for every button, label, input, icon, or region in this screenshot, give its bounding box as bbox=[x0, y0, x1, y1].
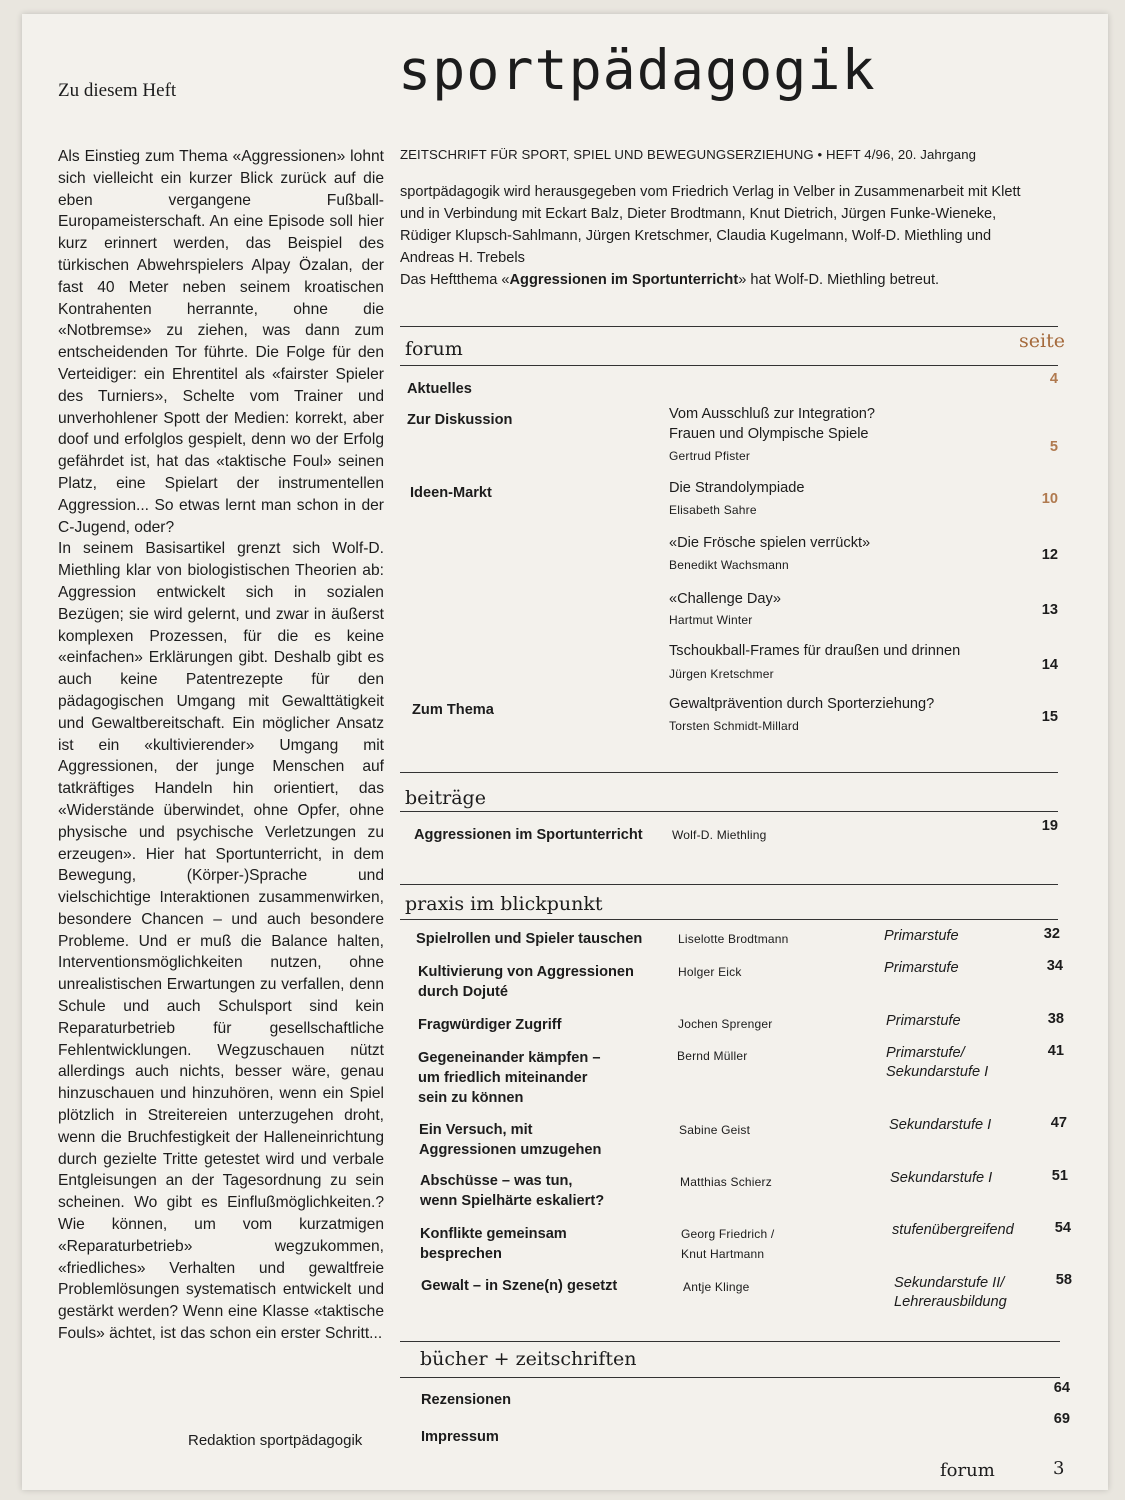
section-rule bbox=[400, 365, 1058, 366]
toc-page: 4 bbox=[1049, 371, 1058, 387]
toc-title[interactable]: sein zu können bbox=[418, 1090, 524, 1106]
toc-page: 13 bbox=[1041, 602, 1058, 618]
toc-level: stufenübergreifend bbox=[892, 1222, 1014, 1238]
section-title-praxis: praxis im blickpunkt bbox=[405, 893, 603, 915]
toc-page: 15 bbox=[1041, 709, 1058, 725]
toc-page: 47 bbox=[1050, 1115, 1067, 1131]
toc-page: 19 bbox=[1041, 818, 1058, 834]
section-rule bbox=[400, 772, 1058, 773]
magazine-subtitle: ZEITSCHRIFT FÜR SPORT, SPIEL UND BEWEGUNGSERZIEHUNG • HEFT 4/96, 20. Jahrgang bbox=[400, 147, 977, 162]
toc-page: 69 bbox=[1053, 1411, 1070, 1427]
toc-level: Sekundarstufe I bbox=[889, 1117, 992, 1133]
magazine-title: sportpädagogik bbox=[398, 38, 876, 102]
section-rule bbox=[400, 326, 1058, 327]
toc-author: Elisabeth Sahre bbox=[669, 503, 757, 517]
toc-title[interactable]: Fragwürdiger Zugriff bbox=[418, 1017, 562, 1033]
toc-page: 51 bbox=[1051, 1168, 1068, 1184]
toc-author: Gertrud Pfister bbox=[669, 449, 751, 463]
toc-page: 10 bbox=[1041, 491, 1058, 507]
toc-title[interactable]: Frauen und Olympische Spiele bbox=[669, 426, 869, 442]
editorial-signature: Redaktion sportpädagogik bbox=[188, 1432, 363, 1449]
toc-page: 14 bbox=[1041, 657, 1058, 673]
toc-level: Primarstufe/ bbox=[886, 1045, 965, 1061]
toc-title[interactable]: Ein Versuch, mit bbox=[419, 1122, 533, 1138]
toc-title[interactable]: Spielrollen und Spieler tauschen bbox=[416, 931, 643, 947]
toc-author: Jochen Sprenger bbox=[678, 1017, 773, 1031]
toc-author: Holger Eick bbox=[678, 965, 742, 979]
theme-note bbox=[400, 272, 1040, 288]
theme-suffix: » hat Wolf-D. Miethling betreut. bbox=[738, 272, 940, 288]
toc-title[interactable]: Aggressionen umzugehen bbox=[419, 1142, 602, 1158]
toc-author: Georg Friedrich / bbox=[681, 1227, 775, 1241]
toc-author: Hartmut Winter bbox=[669, 613, 753, 627]
toc-author: Torsten Schmidt-Millard bbox=[669, 719, 799, 733]
theme-title: Aggressionen im Sportunterricht bbox=[509, 272, 739, 288]
toc-title[interactable]: Konflikte gemeinsam bbox=[420, 1226, 567, 1242]
toc-page: 41 bbox=[1047, 1043, 1064, 1059]
editorial-heading: Zu diesem Heft bbox=[58, 80, 177, 101]
toc-title[interactable]: Aggressionen im Sportunterricht bbox=[414, 827, 643, 843]
editorial-paragraph-1: Als Einstieg zum Thema «Aggressionen» lohnt sich vielleicht ein kurzer Blick zurück auf die eben vergangene Fußball-Europameisterschaft. An eine Episode soll hier kurz erinnert werden, das Beispiel des türkischen Abwehrspielers Alpay Özalan, der fast 40 Meter neben seinem kroatischen Kontrahenten herrannte, ohne die «Notbremse» zu ziehen, was dann zum entscheidenden Tor führte. Die Folge für den Verteidiger: ein Ehrentitel als «fairster Spieler des Turniers», Schelte vom Trainer und unverhohlener Spott der Medien: korrekt, aber doof und erfolglos gespielt, denn wo der Erfolg gefährdet ist, hat das «taktische Foul» seinen Platz, eine Spielart der instrumentellen Aggression... So etwas lernt man schon in der C-Jugend, oder? bbox=[58, 148, 384, 536]
publisher-note: sportpädagogik wird herausgegeben vom Friedrich Verlag in Velber in Zusammenarbeit mit Klett und in Verbindung mit Eckart Balz, Dieter Brodtmann, Knut Dietrich, Jürgen Funke-Wieneke, Rüdiger Klupsch-Sahlmann, Jürgen Kretschmer, Claudia Kugelmann, Wolf-D. Miethling und Andreas H. Trebels bbox=[400, 184, 1021, 266]
toc-page: 5 bbox=[1049, 439, 1058, 455]
toc-label-impressum[interactable]: Impressum bbox=[421, 1429, 499, 1445]
toc-label-thema[interactable]: Zum Thema bbox=[412, 702, 494, 718]
footer-section: forum bbox=[940, 1460, 995, 1481]
toc-author: Liselotte Brodtmann bbox=[678, 932, 789, 946]
section-rule bbox=[400, 1377, 1060, 1378]
editorial-text bbox=[58, 146, 384, 1345]
toc-author: Sabine Geist bbox=[679, 1123, 751, 1137]
toc-page: 58 bbox=[1055, 1272, 1072, 1288]
toc-author: Jürgen Kretschmer bbox=[669, 667, 774, 681]
toc-title[interactable]: durch Dojuté bbox=[418, 984, 508, 1000]
section-title-beitraege: beiträge bbox=[405, 787, 486, 809]
toc-title[interactable]: Vom Ausschluß zur Integration? bbox=[669, 406, 876, 422]
editorial-paragraph-2: In seinem Basisartikel grenzt sich Wolf-D. Miethling klar von biologistischen Theorien ab: Aggression entwickelt sich in sozialen Bezügen; sie wird gelernt, und zwar in äußerst komplexen Prozessen, für die es keine «einfachen» Erklärungen gibt. Deshalb gibt es auch keine Patentrezepte für den pädagogischen Umgang mit Gewalttätigkeit und Gewaltbereitschaft. Ein möglicher Ansatz ist ein «kultivierender» Umgang mit Aggressionen, der junge Menschen auf tatkräftiges Handeln hin orientiert, das «Widerstände überwindet, ohne Opfer, ohne physische und psychische Verletzungen zu erzeugen». Hier hat Sportunterricht, in dem Bewegung, (Körper-)Sprache und vielschichtige Interaktionen zusammenwirken, besondere Chancen – und auch besondere Probleme. Und er muß die Balance halten, Interventionsmöglichkeiten nutzen, ohne unrealistischen Erwartungen zu verfallen, denn Schule und auch Schulsport sind kein Reparaturbetrieb für gesellschaftliche Fehlentwicklungen. Wegzuschauen nützt allerdings auch nichts, besser wäre, genau hinzuschauen und hinzuhören, wenn ein Spiel plötzlich in Streitereien unterzugehen droht, wenn die Bruchfestigkeit der Halleneinrichtung durch gezielte Tritte getestet wird und verbale Entgleisungen an der Tagesordnung zu sein scheinen. Wo gibt es Einflußmöglichkeiten.? Wie können, um vom kurzatmigen «Reparaturbetrieb» wegzukommen, «friedliches» Verhalten und gewaltfreie Problemlösungen systematisch entwickelt und gestärkt werden? Wenn eine Klasse «taktische Fouls» ächtet, ist das schon ein erster Schritt... bbox=[58, 540, 384, 1343]
toc-page: 64 bbox=[1053, 1380, 1070, 1396]
toc-label-diskussion[interactable]: Zur Diskussion bbox=[407, 412, 513, 428]
toc-level: Lehrerausbildung bbox=[894, 1294, 1007, 1310]
section-rule bbox=[400, 811, 1058, 812]
toc-page: 32 bbox=[1043, 926, 1060, 942]
toc-author: Wolf-D. Miethling bbox=[672, 828, 767, 842]
toc-author: Benedikt Wachsmann bbox=[669, 558, 789, 572]
toc-level: Sekundarstufe II/ bbox=[894, 1275, 1005, 1291]
toc-title[interactable]: Gegeneinander kämpfen – bbox=[418, 1050, 601, 1066]
toc-level: Primarstufe bbox=[884, 960, 959, 976]
toc-label-ideen[interactable]: Ideen-Markt bbox=[410, 485, 492, 501]
footer-page-number: 3 bbox=[1053, 1458, 1065, 1479]
toc-title[interactable]: besprechen bbox=[420, 1246, 502, 1262]
toc-title[interactable]: um friedlich miteinander bbox=[418, 1070, 588, 1086]
toc-author: Antje Klinge bbox=[683, 1280, 750, 1294]
toc-title[interactable]: «Die Frösche spielen verrückt» bbox=[669, 535, 871, 551]
toc-title[interactable]: Gewalt – in Szene(n) gesetzt bbox=[421, 1278, 618, 1294]
toc-title[interactable]: Die Strandolympiade bbox=[669, 480, 805, 496]
section-rule bbox=[400, 919, 1058, 920]
toc-title[interactable]: Tschoukball-Frames für draußen und drinnen bbox=[669, 643, 961, 659]
toc-title[interactable]: «Challenge Day» bbox=[669, 591, 781, 607]
theme-prefix: Das Heftthema « bbox=[400, 272, 510, 288]
toc-title[interactable]: Gewaltprävention durch Sporterziehung? bbox=[669, 696, 935, 712]
section-rule bbox=[400, 884, 1058, 885]
section-title-buecher: bücher + zeitschriften bbox=[420, 1348, 637, 1370]
seite-label: seite bbox=[1019, 330, 1065, 352]
toc-page: 38 bbox=[1047, 1011, 1064, 1027]
toc-author: Bernd Müller bbox=[677, 1049, 748, 1063]
toc-title[interactable]: wenn Spielhärte eskaliert? bbox=[420, 1193, 605, 1209]
toc-author: Knut Hartmann bbox=[681, 1247, 765, 1261]
toc-label-aktuelles[interactable]: Aktuelles bbox=[407, 381, 472, 397]
toc-page: 12 bbox=[1041, 547, 1058, 563]
toc-label-rezensionen[interactable]: Rezensionen bbox=[421, 1392, 512, 1408]
toc-page: 54 bbox=[1054, 1220, 1071, 1236]
toc-level: Sekundarstufe I bbox=[886, 1064, 989, 1080]
toc-level: Primarstufe bbox=[886, 1013, 961, 1029]
toc-title[interactable]: Abschüsse – was tun, bbox=[420, 1173, 573, 1189]
toc-page: 34 bbox=[1046, 958, 1063, 974]
section-title-forum: forum bbox=[405, 338, 463, 360]
toc-level: Primarstufe bbox=[884, 928, 959, 944]
toc-level: Sekundarstufe I bbox=[890, 1170, 993, 1186]
toc-title[interactable]: Kultivierung von Aggressionen bbox=[418, 964, 634, 980]
toc-author: Matthias Schierz bbox=[680, 1175, 772, 1189]
section-rule bbox=[400, 1341, 1060, 1342]
